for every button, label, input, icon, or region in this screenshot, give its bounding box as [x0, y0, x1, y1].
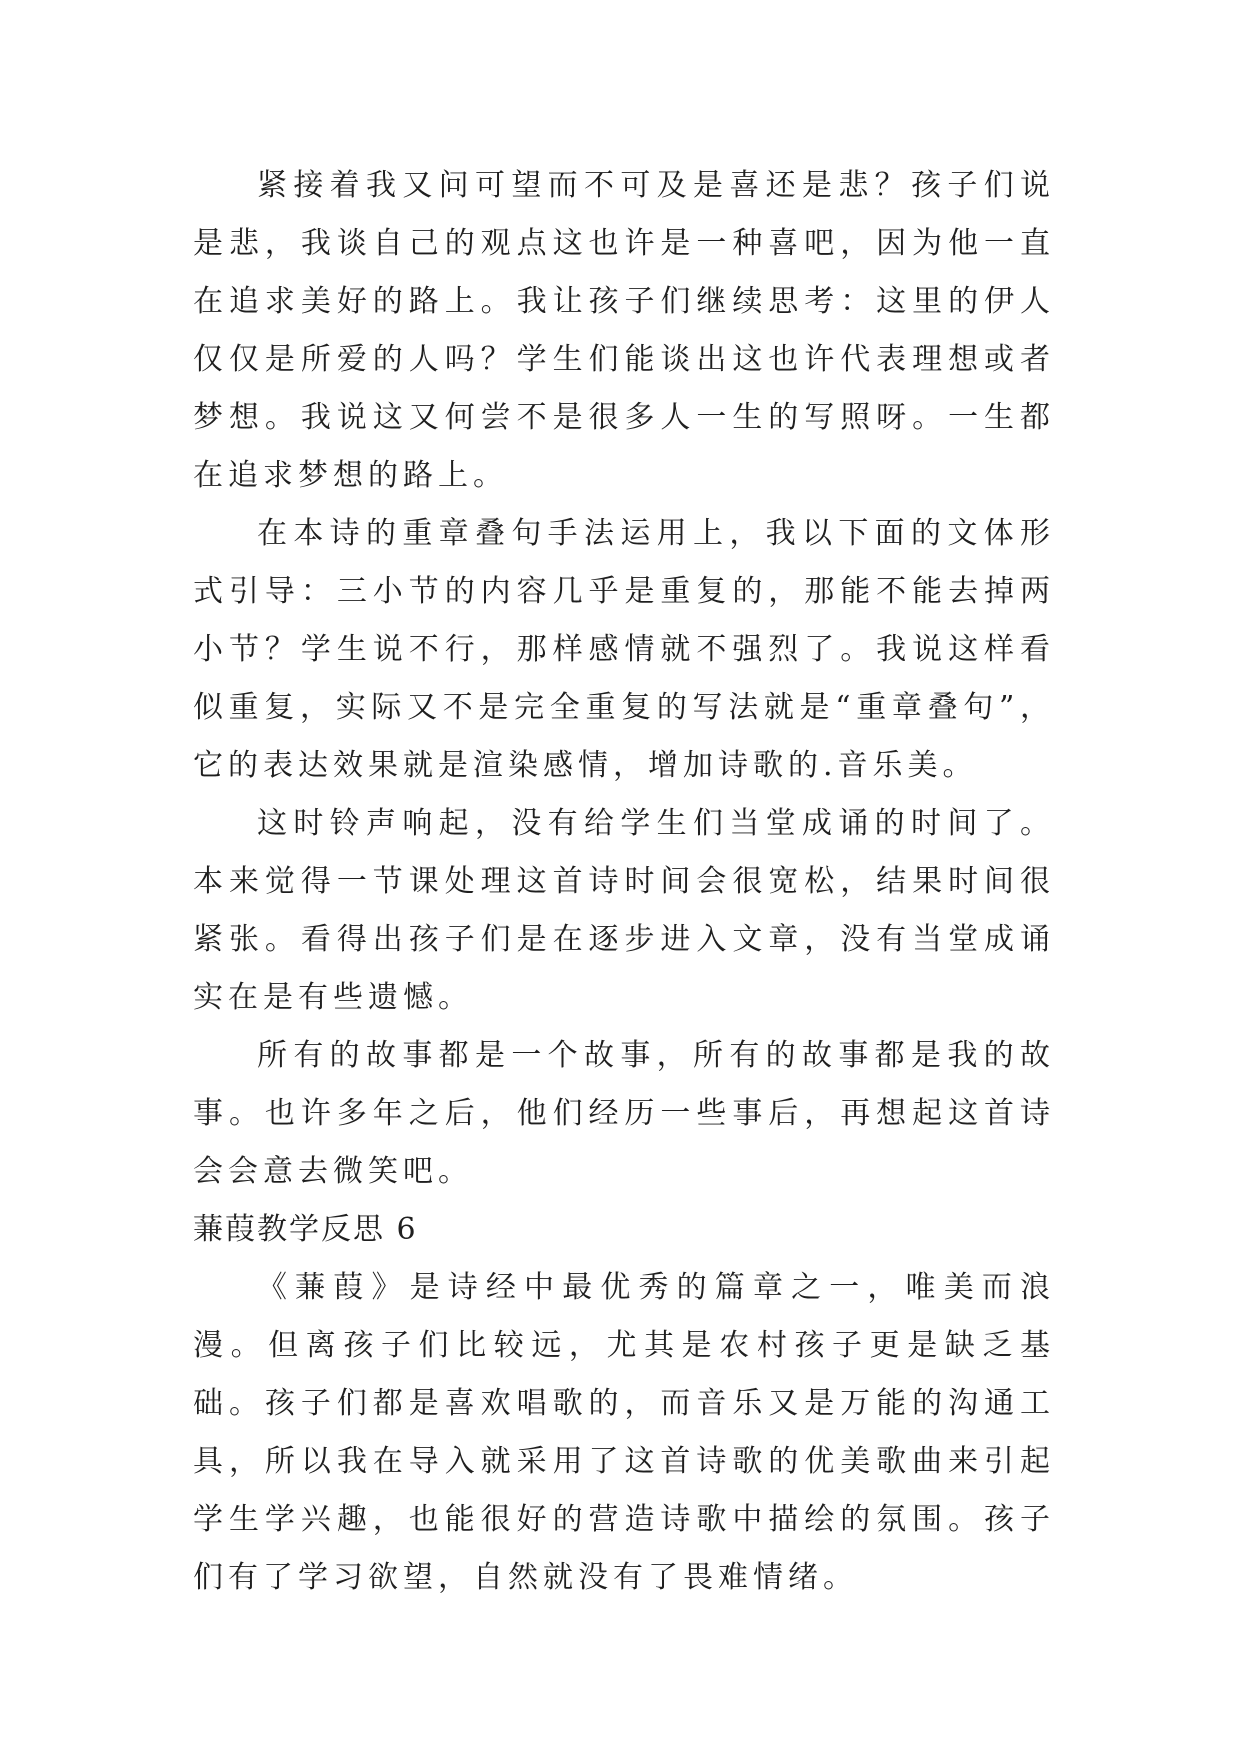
paragraph-1: 紧接着我又问可望而不可及是喜还是悲？孩子们说是悲，我谈自己的观点这也许是一种喜吧，因为他一直在追求美好的路上。我让孩子们继续思考：这里的伊人仅仅是所爱的人吗？学生们能谈出这也许代表理想或者梦想。我说这又何尝不是很多人一生的写照呀。一生都在追求梦想的路上。	[193, 168, 1055, 493]
section-heading: 蒹葭教学反思 6	[193, 1212, 418, 1247]
document-body	[193, 157, 1055, 1607]
paragraph-3: 这时铃声响起，没有给学生们当堂成诵的时间了。本来觉得一节课处理这首诗时间会很宽松，结果时间很紧张。看得出孩子们是在逐步进入文章，没有当堂成诵实在是有些遗憾。	[193, 806, 1055, 1015]
paragraph-5: 《蒹葭》是诗经中最优秀的篇章之一，唯美而浪漫。但离孩子们比较远，尤其是农村孩子更是缺乏基础。孩子们都是喜欢唱歌的，而音乐又是万能的沟通工具，所以我在导入就采用了这首诗歌的优美歌曲来引起学生学兴趣，也能很好的营造诗歌中描绘的氛围。孩子们有了学习欲望，自然就没有了畏难情绪。	[193, 1270, 1055, 1595]
paragraph-4: 所有的故事都是一个故事，所有的故事都是我的故事。也许多年之后，他们经历一些事后，再想起这首诗会会意去微笑吧。	[193, 1038, 1055, 1189]
paragraph-2: 在本诗的重章叠句手法运用上，我以下面的文体形式引导：三小节的内容几乎是重复的，那能不能去掉两小节？学生说不行，那样感情就不强烈了。我说这样看似重复，实际又不是完全重复的写法就是“重章叠句”，它的表达效果就是渲染感情，增加诗歌的.音乐美。	[193, 516, 1055, 783]
